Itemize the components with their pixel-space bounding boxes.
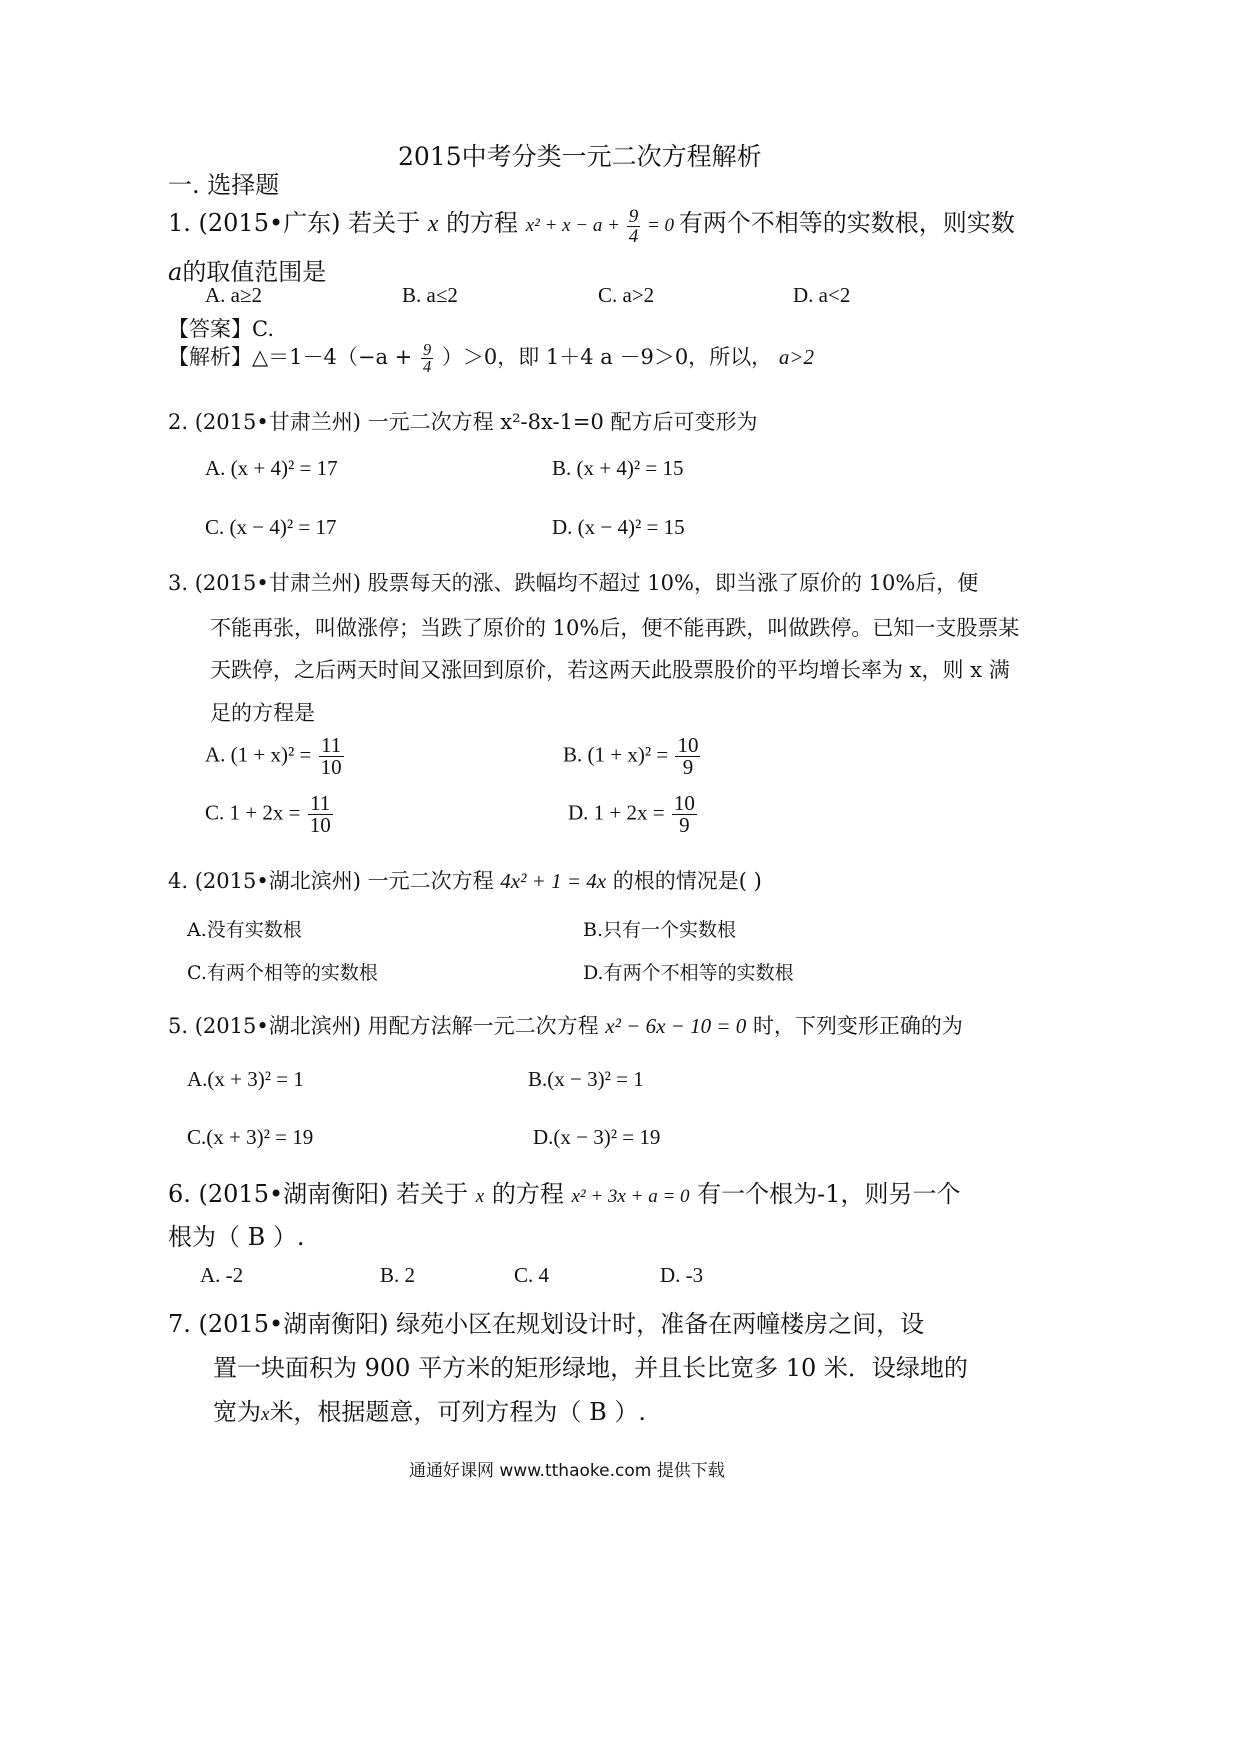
question-3-option-b bbox=[563, 735, 702, 778]
question-7-line3 bbox=[213, 1392, 646, 1427]
question-1-line2-text: 的取值范围是 bbox=[182, 258, 327, 286]
question-3-line2: 不能再张，叫做涨停；当跌了原价的 10%后，便不能再跌，叫做跌停。已知一支股票某 bbox=[210, 616, 1020, 640]
analysis-post: ）＞0，即 1＋4 a －9＞0，所以， bbox=[441, 345, 773, 369]
variable-x: x bbox=[475, 1186, 485, 1207]
question-1-line1 bbox=[168, 203, 1015, 246]
question-6-option-c: C. 4 bbox=[514, 1263, 550, 1287]
question-6-lead: 6. (2015•湖南衡阳) 若关于 bbox=[168, 1180, 469, 1208]
option-b-expr: (1 + x)² = bbox=[587, 742, 669, 767]
fraction-denominator: 4 bbox=[628, 226, 639, 248]
question-6-tail: 有一个根为-1，则另一个 bbox=[697, 1180, 961, 1208]
question-2-stem: 2. (2015•甘肃兰州) 一元二次方程 x²-8x-1=0 配方后可变形为 bbox=[168, 410, 758, 434]
question-7-line3-pre: 宽为 bbox=[213, 1398, 261, 1426]
variable-x: x bbox=[427, 211, 439, 237]
question-5-option-d: D.(x − 3)² = 19 bbox=[533, 1125, 661, 1149]
analysis-result: a>2 bbox=[778, 345, 815, 369]
option-a-label: A. bbox=[205, 742, 226, 767]
question-1-mid: 的方程 bbox=[446, 209, 519, 237]
question-6-line1 bbox=[168, 1174, 961, 1209]
question-4-equation: 4x² + 1 = 4x bbox=[500, 869, 607, 893]
question-1-option-c: C. a>2 bbox=[598, 283, 655, 307]
footer-text: 通通好课网 www.tthaoke.com 提供下载 bbox=[409, 1461, 725, 1481]
option-c-label: C. bbox=[205, 800, 225, 825]
equation-1-post: = 0 bbox=[646, 215, 675, 236]
option-c-expr: 1 + 2x = bbox=[229, 800, 301, 825]
option-a-expr: (1 + x)² = bbox=[230, 742, 312, 767]
question-4-option-d: D.有两个不相等的实数根 bbox=[583, 962, 794, 984]
question-1-tail: 有两个不相等的实数根，则实数 bbox=[678, 209, 1015, 237]
equation-1 bbox=[525, 206, 679, 248]
question-1-option-a: A. a≥2 bbox=[205, 283, 263, 307]
question-5-option-c: C.(x + 3)² = 19 bbox=[187, 1125, 314, 1149]
question-7-line1: 7. (2015•湖南衡阳) 绿苑小区在规划设计时，准备在两幢楼房之间，设 bbox=[168, 1310, 925, 1338]
section-heading: 一. 选择题 bbox=[168, 171, 280, 199]
question-7-line3-post: 米，根据题意，可列方程为（ B ）. bbox=[269, 1398, 646, 1426]
variable-x: x bbox=[261, 1404, 270, 1425]
question-5-lead: 5. (2015•湖北滨州) 用配方法解一元二次方程 bbox=[168, 1014, 599, 1038]
analysis-denominator: 4 bbox=[422, 357, 432, 376]
question-1-line2 bbox=[168, 252, 326, 287]
analysis-pre: 【解析】△＝1－4（−a + bbox=[168, 345, 413, 369]
question-7-line2: 置一块面积为 900 平方米的矩形绿地，并且长比宽多 10 米．设绿地的 bbox=[213, 1354, 968, 1382]
variable-a: a bbox=[168, 258, 183, 286]
option-a-fraction bbox=[319, 735, 344, 778]
question-4-lead: 4. (2015•湖北滨州) 一元二次方程 bbox=[168, 869, 494, 893]
question-4-option-a: A.没有实数根 bbox=[187, 919, 302, 941]
question-6-option-d: D. -3 bbox=[660, 1263, 704, 1287]
question-1-analysis bbox=[168, 341, 814, 375]
equation-1-pre: x² + x − a + bbox=[525, 215, 620, 236]
option-a-numerator: 11 bbox=[319, 735, 344, 757]
option-d-label: D. bbox=[568, 800, 589, 825]
question-6-equation: x² + 3x + a = 0 bbox=[571, 1186, 690, 1207]
option-a-denominator: 10 bbox=[320, 755, 342, 779]
question-1-lead: 1. (2015•广东) 若关于 bbox=[168, 209, 421, 237]
question-3-option-d bbox=[568, 793, 699, 836]
analysis-fraction bbox=[421, 339, 433, 376]
question-6-option-a: A. -2 bbox=[200, 1263, 244, 1287]
option-d-numerator: 10 bbox=[673, 791, 695, 815]
question-2-option-b: B. (x + 4)² = 15 bbox=[552, 456, 684, 480]
question-3-line4: 足的方程是 bbox=[210, 701, 315, 725]
question-5-option-a: A.(x + 3)² = 1 bbox=[187, 1067, 304, 1091]
question-5-option-b: B.(x − 3)² = 1 bbox=[528, 1067, 644, 1091]
fraction-9-4 bbox=[627, 207, 641, 246]
option-b-numerator: 10 bbox=[677, 733, 699, 757]
question-5-equation: x² − 6x − 10 = 0 bbox=[605, 1014, 747, 1038]
option-b-label: B. bbox=[563, 742, 583, 767]
question-4-stem bbox=[168, 865, 762, 895]
option-d-expr: 1 + 2x = bbox=[593, 800, 665, 825]
question-6-option-b: B. 2 bbox=[380, 1263, 416, 1287]
option-c-denominator: 10 bbox=[309, 813, 331, 837]
option-d-fraction bbox=[672, 793, 697, 836]
question-3-line1: 3. (2015•甘肃兰州) 股票每天的涨、跌幅均不超过 10%，即当涨了原价的 10%后，便 bbox=[168, 571, 979, 595]
option-c-fraction bbox=[308, 793, 333, 836]
fraction-numerator: 9 bbox=[628, 206, 639, 228]
option-c-numerator: 11 bbox=[308, 793, 333, 815]
question-3-option-a bbox=[205, 735, 346, 778]
question-1-answer: 【答案】C. bbox=[168, 317, 274, 341]
question-2-option-d: D. (x − 4)² = 15 bbox=[552, 515, 685, 539]
question-1-option-b: B. a≤2 bbox=[402, 283, 458, 307]
analysis-numerator: 9 bbox=[422, 339, 432, 359]
option-b-fraction bbox=[675, 735, 700, 778]
option-d-denominator: 9 bbox=[679, 813, 690, 837]
option-b-denominator: 9 bbox=[682, 755, 694, 779]
question-5-tail: 时，下列变形正确的为 bbox=[752, 1014, 963, 1038]
question-3-option-c bbox=[205, 793, 335, 836]
question-2-option-c: C. (x − 4)² = 17 bbox=[205, 515, 337, 539]
question-2-option-a: A. (x + 4)² = 17 bbox=[205, 456, 338, 480]
question-4-option-c: C.有两个相等的实数根 bbox=[187, 962, 378, 984]
question-4-option-b: B.只有一个实数根 bbox=[583, 919, 737, 941]
page-title: 2015中考分类一元二次方程解析 bbox=[398, 142, 762, 171]
question-3-line3: 天跌停，之后两天时间又涨回到原价，若这两天此股票股价的平均增长率为 x，则 x 满 bbox=[210, 658, 1010, 682]
question-1-option-d: D. a<2 bbox=[793, 283, 851, 307]
question-6-mid: 的方程 bbox=[491, 1180, 564, 1208]
question-5-stem bbox=[168, 1010, 963, 1040]
question-6-line2: 根为（ B ）. bbox=[168, 1223, 305, 1251]
question-4-tail: 的根的情况是( ) bbox=[612, 869, 762, 893]
